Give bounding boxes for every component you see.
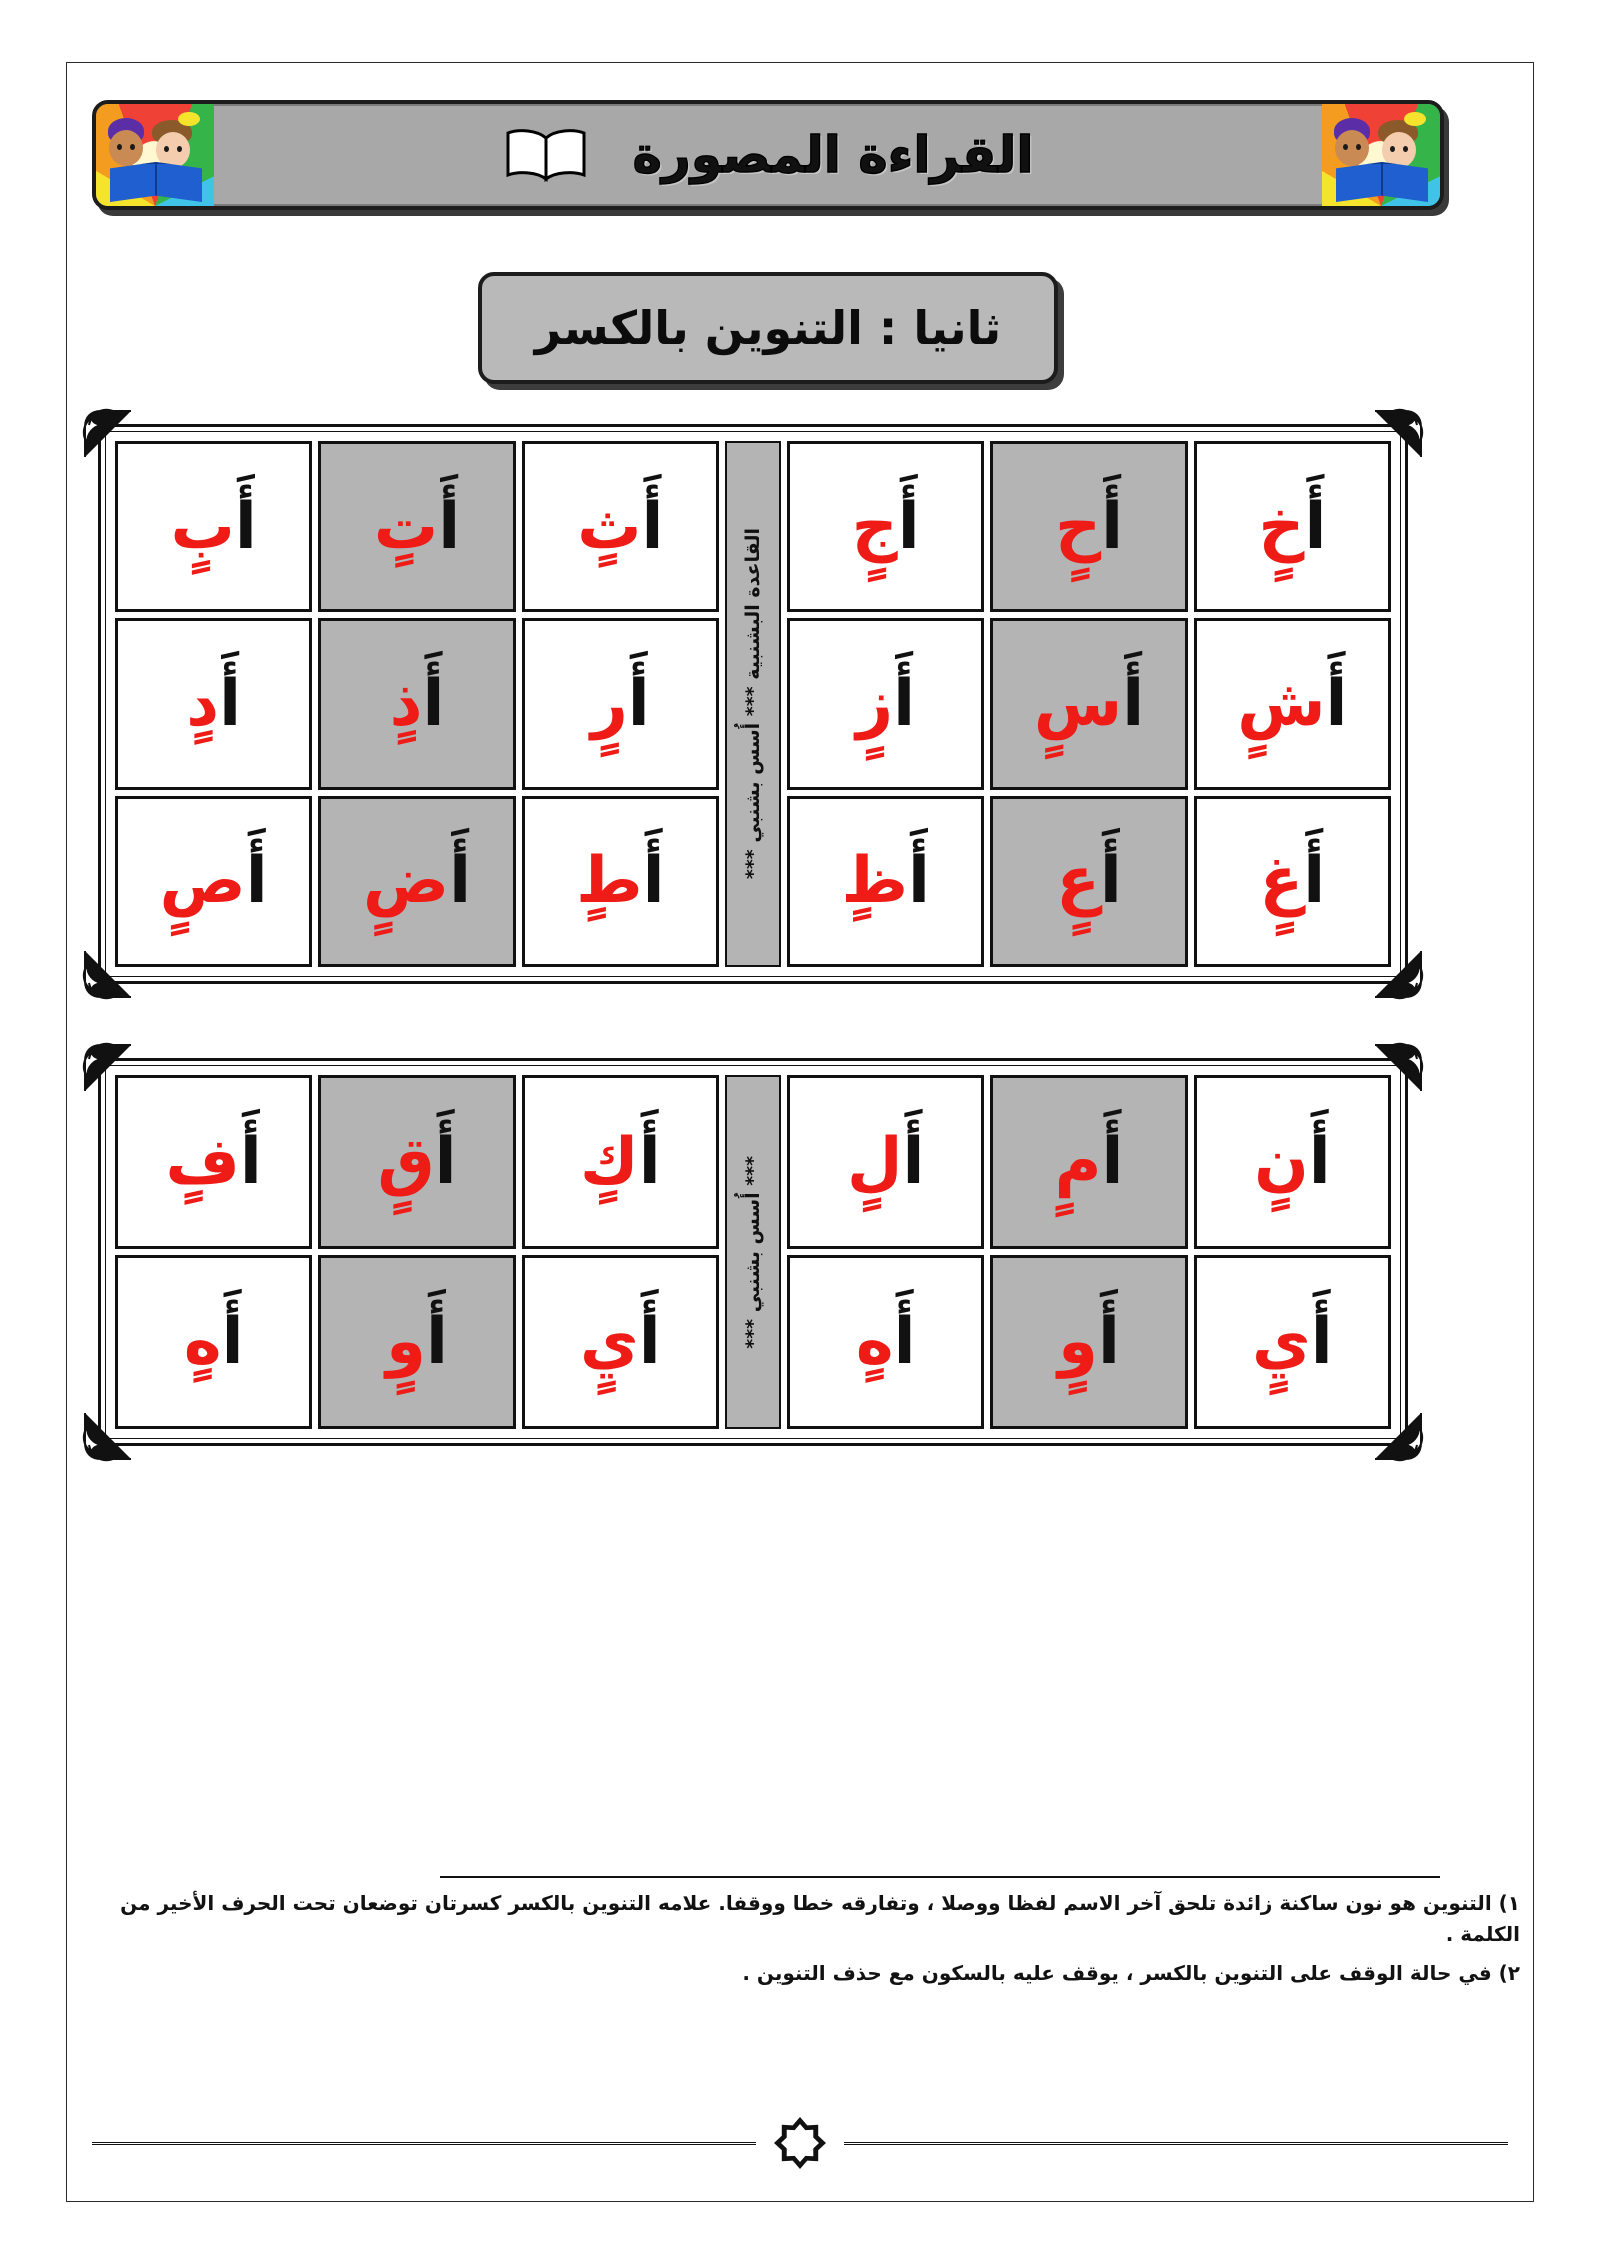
syllable-cell[interactable] [787,1255,984,1429]
footer-rule-right [844,2142,1508,2145]
syllable-table-one [98,424,1408,984]
syllable-cell[interactable] [522,1255,719,1429]
syllable-cell[interactable] [115,618,312,789]
syllable-text: أَزٍ [856,666,916,741]
syllable-cell[interactable] [990,618,1187,789]
syllable-text: أَسٍ [1033,666,1145,741]
syllable-text: أَخٍ [1258,489,1327,564]
syllable-cell[interactable] [1194,1075,1391,1249]
syllable-cell[interactable] [522,618,719,789]
syllable-cell[interactable] [522,796,719,967]
book-icon [110,162,202,202]
lesson-title: ثانيا : التنوين بالكسر [534,301,1002,355]
syllable-cell[interactable] [787,618,984,789]
syllable-text: أَيٍ [580,1305,661,1379]
syllable-cell[interactable] [318,618,515,789]
syllable-text: أَشٍ [1237,666,1348,741]
open-book-icon [503,128,589,182]
syllable-cell[interactable] [787,796,984,967]
syllable-cell[interactable] [990,441,1187,612]
syllable-text: أَهٍ [183,1305,244,1379]
table-two-grid [115,1075,1391,1429]
lesson-title-plate [478,272,1058,384]
footnote-1: ١) التنوين هو نون ساكنة زائدة تلحق آخر الاسم لفظا ووصلا ، وتفارقه خطا ووقفا. علامه التنوين بالكسر كسرتان توضعان تحت الحرف الأخير من الكلمة . [120,1891,1520,1946]
syllable-text: أَلٍ [846,1125,925,1199]
syllable-text: أَوٍ [1058,1305,1120,1379]
syllable-cell[interactable] [1194,1255,1391,1429]
footer-rule-left [92,2142,756,2145]
footnote-2: ٢) في حالة الوقف على التنوين بالكسر ، يوقف عليه بالسكون مع حذف التنوين . [742,1961,1520,1985]
syllable-text: أَدٍ [186,666,242,741]
syllable-cell[interactable] [1194,618,1391,789]
banner-title: القراءة المصورة [632,126,1034,184]
children-reading-illustration-right [96,104,214,206]
children-reading-illustration-left [1322,104,1440,206]
syllable-text: أَمٍ [1054,1125,1124,1199]
syllable-text: أَجٍ [851,489,920,564]
syllable-cell[interactable] [318,441,515,612]
syllable-cell[interactable] [115,796,312,967]
syllable-cell[interactable] [990,1255,1187,1429]
syllable-text: أَصٍ [159,844,268,919]
syllable-text: أَكٍ [580,1125,661,1199]
syllable-cell[interactable] [115,1255,312,1429]
syllable-cell[interactable] [1194,441,1391,612]
syllable-cell[interactable] [318,1255,515,1429]
syllable-text: أَقٍ [377,1125,457,1199]
syllable-cell[interactable] [990,796,1187,967]
syllable-text: أَضٍ [363,844,472,919]
table-rule-label [725,441,781,967]
syllable-text: أَظٍ [841,844,930,919]
syllable-cell[interactable] [318,1075,515,1249]
table-rule-label-text: القاعدة البشنبية *** أُسس بشنبي *** [742,528,765,880]
header-banner [92,100,1444,210]
table-one-grid [115,441,1391,967]
syllable-cell[interactable] [1194,796,1391,967]
syllable-cell[interactable] [522,1075,719,1249]
syllable-cell[interactable] [115,441,312,612]
footnote-divider [440,1876,1440,1878]
syllable-cell[interactable] [318,796,515,967]
syllable-cell[interactable] [787,1075,984,1249]
eight-point-star-icon [774,2117,826,2169]
syllable-cell[interactable] [990,1075,1187,1249]
syllable-text: أَبٍ [170,489,257,564]
syllable-table-two [98,1058,1408,1446]
syllable-text: أَذٍ [389,666,445,741]
syllable-text: أَطٍ [576,844,665,919]
syllable-text: أَهٍ [855,1305,916,1379]
syllable-text: أَيٍ [1252,1305,1333,1379]
syllable-text: أَنٍ [1254,1125,1331,1199]
syllable-text: أَحٍ [1054,489,1124,564]
table-rule-label [725,1075,781,1429]
syllable-cell[interactable] [115,1075,312,1249]
syllable-text: أَتٍ [373,489,461,564]
syllable-cell[interactable] [787,441,984,612]
footer-ornament [92,2108,1508,2178]
syllable-text: أَرٍ [590,666,650,741]
syllable-text: أَوٍ [386,1305,448,1379]
syllable-text: أَثٍ [577,489,664,564]
table-rule-label-text: *** أُسس بشنبي *** [742,1155,765,1349]
book-icon [1336,162,1428,202]
syllable-text: أَغٍ [1259,844,1326,919]
syllable-cell[interactable] [522,441,719,612]
syllable-text: أَعٍ [1056,844,1122,919]
footnotes [120,1888,1520,1997]
syllable-text: أَفٍ [165,1125,262,1199]
